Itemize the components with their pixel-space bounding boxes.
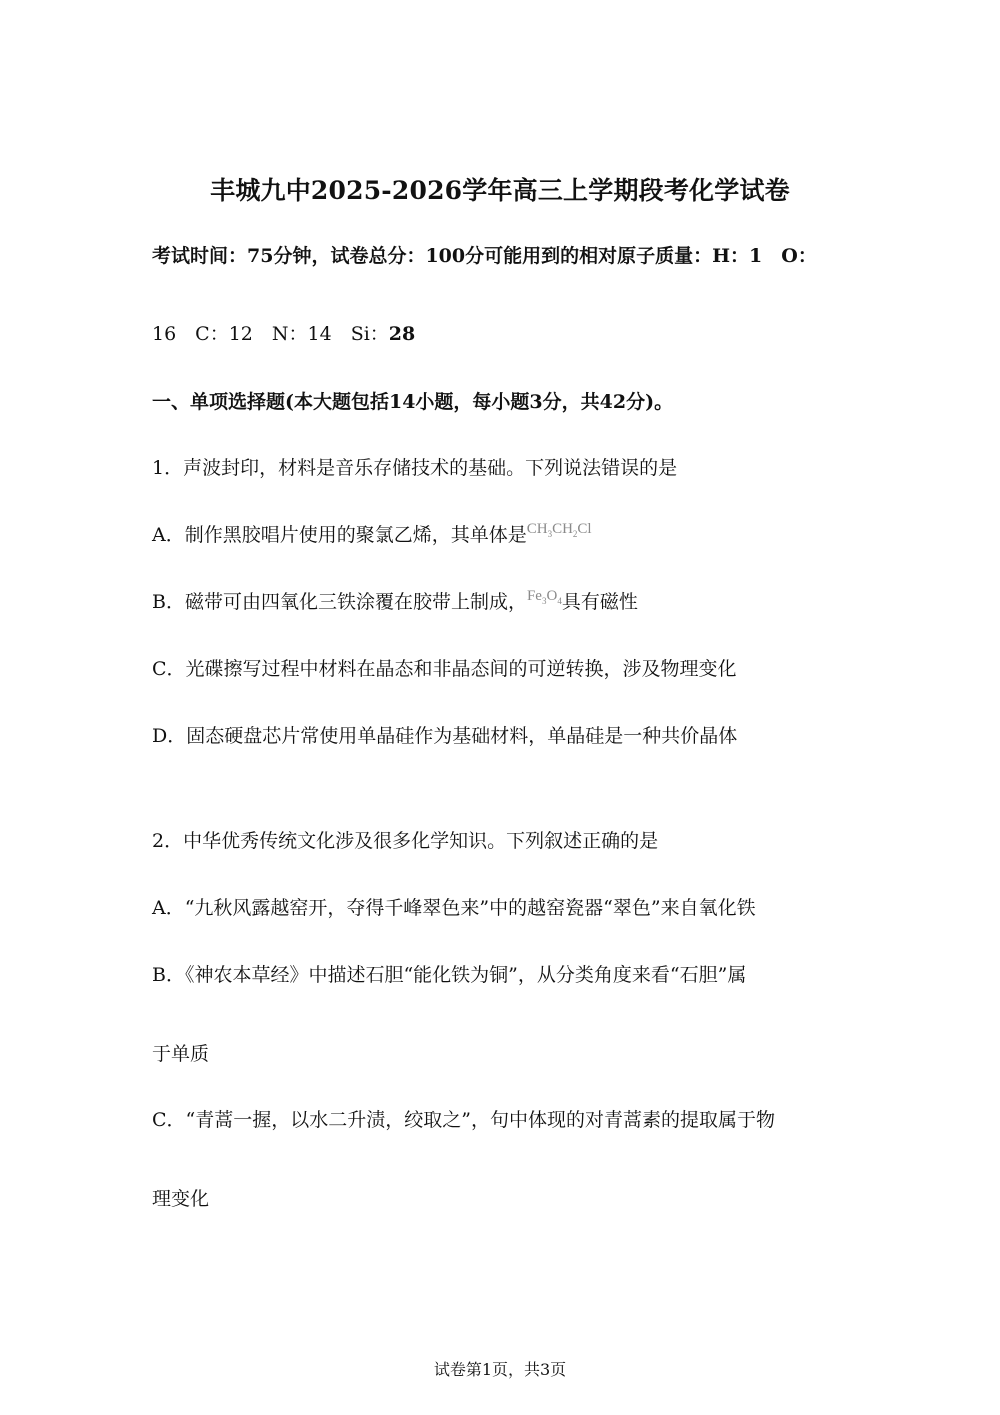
exam-info-line-2-bold: 28 (388, 323, 416, 345)
exam-info-line-2-text: 16 C：12 N：14 Si： (152, 323, 389, 345)
question-2-option-c-line-2: 理变化 (152, 1188, 210, 1210)
question-1-option-a (152, 523, 592, 554)
option-a-text: A．制作黑胶唱片使用的聚氯乙烯，其单体是 (152, 524, 527, 546)
question-1-option-c: C．光碟擦写过程中材料在晶态和非晶态间的可逆转换，涉及物理变化 (152, 658, 737, 680)
question-1-stem: 1．声波封印，材料是音乐存储技术的基础。下列说法错误的是 (152, 457, 678, 479)
question-1-option-d: D．固态硬盘芯片常使用单晶硅作为基础材料，单晶硅是一种共价晶体 (152, 725, 738, 747)
question-2-option-a: A．“九秋风露越窑开，夺得千峰翠色来”中的越窑瓷器“翠色”来自氧化铁 (152, 897, 756, 919)
formula-fe3o4: Fe3O4 (526, 588, 562, 606)
formula-ch3ch2cl: CH3CH2Cl (526, 521, 592, 539)
exam-info-line-1: 考试时间：75分钟，试卷总分：100分可能用到的相对原子质量：H：1 O： (152, 245, 817, 267)
section-heading: 一、单项选择题(本大题包括14小题，每小题3分，共42分)。 (152, 391, 674, 413)
option-b-text-before: B．磁带可由四氧化三铁涂覆在胶带上制成， (152, 591, 527, 613)
option-b-text-after: 具有磁性 (561, 591, 638, 613)
question-2-option-b-line-1: B．《神农本草经》中描述石胆“能化铁为铜”，从分类角度来看“石胆”属 (152, 964, 747, 986)
page-footer: 试卷第1页，共3页 (433, 1360, 567, 1379)
question-1-option-b (152, 590, 638, 621)
question-2-option-c-line-1: C．“青蒿一握，以水二升渍，绞取之”，句中体现的对青蒿素的提取属于物 (152, 1109, 775, 1131)
page-title: 丰城九中2025-2026学年高三上学期段考化学试卷 (210, 176, 790, 205)
question-2-option-b-line-2: 于单质 (152, 1043, 210, 1065)
question-2-stem: 2．中华优秀传统文化涉及很多化学知识。下列叙述正确的是 (152, 830, 659, 852)
exam-info-line-2 (152, 322, 415, 346)
